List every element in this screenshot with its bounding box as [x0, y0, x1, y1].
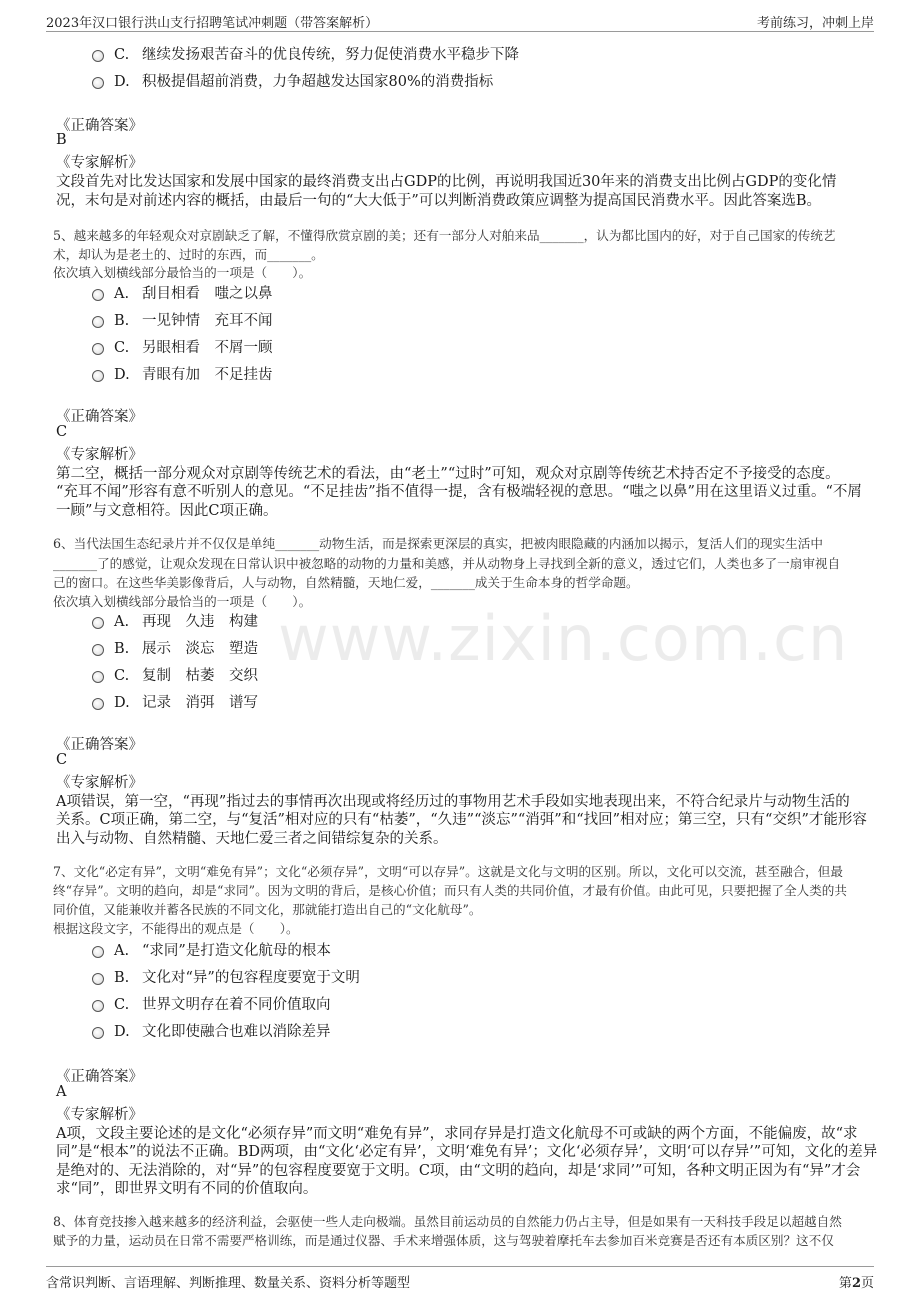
analysis-label: 《专家解析》	[56, 447, 143, 463]
option-letter: A.	[114, 943, 130, 959]
analysis-line: 出入与动物、自然精髓、天地仁爱三者之间错综复杂的关系。	[56, 831, 448, 847]
option-letter: B.	[114, 313, 130, 329]
question-stem-line: 7、文化“必定有异”，文明“难免有异”；文化“必须存异”，文明“可以存异”。这就是文化与文明的区别。所以，文化可以交流，甚至融合，但最	[53, 864, 843, 879]
analysis-line: 文段首先对比发达国家和发展中国家的最终消费支出占GDP的比例，再说明我国近30年来的消费支出比例占GDP的变化情	[56, 174, 837, 190]
option-text: 文化即使融合也难以消除差异	[142, 1024, 331, 1040]
option-letter: C.	[114, 997, 130, 1013]
question-stem-line: 术，却认为是老土的、过时的东西，而_______。	[53, 247, 324, 262]
option-text: 再现 久违 构建	[142, 614, 258, 630]
option-letter: D.	[114, 695, 130, 711]
option-letter: C.	[114, 668, 130, 684]
radio-icon[interactable]	[92, 1000, 104, 1012]
question-stem-line: 己的窗口。在这些华美影像背后，人与动物，自然精髓，天地仁爱，_______成关于生命本身的哲学命题。	[53, 575, 639, 590]
answer-value: C	[56, 424, 68, 440]
page-footer	[46, 1266, 874, 1292]
question-stem-line: 5、越来越多的年轻观众对京剧缺乏了解，不懂得欣赏京剧的美；还有一部分人对舶来品_______，认为都比国内的好，对于自己国家的传统艺	[53, 228, 836, 243]
question-stem-line: 终“存异”。文明的趋向，却是“求同”。因为文明的背后，是核心价值；而只有人类的共同价值，才最有价值。由此可见，只要把握了全人类的共	[53, 883, 847, 898]
question-stem-line: 8、体育竞技掺入越来越多的经济利益，会驱使一些人走向极端。虽然目前运动员的自然能力仍占主导，但是如果有一天科技手段足以超越自然	[53, 1214, 842, 1229]
radio-icon[interactable]	[92, 1027, 104, 1039]
radio-icon[interactable]	[92, 644, 104, 656]
analysis-label: 《专家解析》	[56, 1107, 143, 1123]
radio-icon[interactable]	[92, 698, 104, 710]
option-letter: B.	[114, 970, 130, 986]
option-text: 刮目相看 嗤之以鼻	[142, 286, 273, 302]
answer-value: A	[56, 1084, 67, 1100]
answer-label: 《正确答案》	[56, 118, 143, 134]
option-letter: A.	[114, 286, 130, 302]
analysis-line: 关系。C项正确，第二空，与“复活”相对应的只有“枯萎”，“久违”“淡忘”“消弭”和“找回”相对应；第三空，只有“交织”才能形容	[56, 812, 867, 828]
analysis-line: A项，文段主要论述的是文化“必须存异”而文明“难免有异”，求同存异是打造文化航母不可或缺的两个方面，不能偏废，故“求	[56, 1126, 858, 1142]
option-text: 一见钟情 充耳不闻	[142, 313, 273, 329]
option-letter: D.	[114, 1024, 130, 1040]
page-header	[46, 10, 874, 32]
answer-label: 《正确答案》	[56, 737, 143, 753]
option-letter: D.	[114, 74, 130, 90]
option-letter: D.	[114, 367, 130, 383]
analysis-label: 《专家解析》	[56, 775, 143, 791]
page-prefix: 第	[838, 1276, 852, 1291]
radio-icon[interactable]	[92, 370, 104, 382]
answer-label: 《正确答案》	[56, 1069, 143, 1085]
radio-icon[interactable]	[92, 973, 104, 985]
header-tagline: 考前练习，冲刺上岸	[756, 16, 874, 31]
option-letter: B.	[114, 641, 130, 657]
page-number-value: 2	[851, 1276, 861, 1291]
option-text: 复制 枯萎 交织	[142, 668, 258, 684]
radio-icon[interactable]	[92, 77, 104, 89]
analysis-line: 同”是“根本”的说法不正确。BD两项，由“文化‘必定有异’，文明‘难免有异’；文化‘必须存异’，文明‘可以存异’”可知，文化的差异	[56, 1144, 878, 1160]
option-letter: C.	[114, 47, 130, 63]
question-stem-line: 6、当代法国生态纪录片并不仅仅是单纯_______动物生活，而是探索更深层的真实，把被肉眼隐藏的内涵加以揭示，复活人们的现实生活中	[53, 536, 823, 551]
radio-icon[interactable]	[92, 50, 104, 62]
analysis-line: 是绝对的、无法消除的，对“异”的包容程度要宽于文明。C项，由“文明的趋向，却是‘求同’”可知，各种文明正因为有“异”才会	[56, 1163, 861, 1179]
answer-label: 《正确答案》	[56, 409, 143, 425]
analysis-line: “充耳不闻”形容有意不听别人的意见。“不足挂齿”指不值得一提，含有极端轻视的意思。“嗤之以鼻”用在这里语义过重。“不屑	[56, 484, 862, 500]
radio-icon[interactable]	[92, 946, 104, 958]
option-text: 积极提倡超前消费，力争超越发达国家80%的消费指标	[142, 74, 494, 90]
document-title: 2023年汉口银行洪山支行招聘笔试冲刺题（带答案解析）	[46, 16, 379, 31]
analysis-line: 第二空，概括一部分观众对京剧等传统艺术的看法，由“老土”“过时”可知，观众对京剧等传统艺术持否定不予接受的态度。	[56, 466, 840, 482]
question-prompt: 根据这段文字，不能得出的观点是（ ）。	[53, 921, 299, 936]
option-text: 记录 消弭 谱写	[142, 695, 258, 711]
answer-value: C	[56, 752, 68, 768]
analysis-line: A项错误，第一空，“再现”指过去的事情再次出现或将经历过的事物用艺术手段如实地表现出来，不符合纪录片与动物生活的	[56, 794, 850, 810]
option-text: 另眼相看 不屑一顾	[142, 340, 273, 356]
option-text: 文化对“异”的包容程度要宽于文明	[142, 970, 360, 986]
answer-value: B	[56, 132, 67, 148]
option-letter: A.	[114, 614, 130, 630]
radio-icon[interactable]	[92, 343, 104, 355]
question-prompt: 依次填入划横线部分最恰当的一项是（ ）。	[53, 265, 312, 280]
question-stem-line: _______了的感觉，让观众发现在日常认识中被忽略的动物的力量和美感，并从动物身上寻找到全新的意义，透过它们，人类也多了一扇审视自	[53, 556, 841, 571]
option-text: 青眼有加 不足挂齿	[142, 367, 273, 383]
option-text: “求同”是打造文化航母的根本	[142, 943, 331, 959]
option-text: 展示 淡忘 塑造	[142, 641, 258, 657]
radio-icon[interactable]	[92, 617, 104, 629]
question-stem-line: 赋予的力量，运动员在日常不需要严格训练，而是通过仪器、手术来增强体质，这与驾驶着摩托车去参加百米竞赛是否还有本质区别？这不仅	[53, 1233, 834, 1248]
question-stem-line: 同价值，又能兼收并蓄各民族的不同文化，那就能打造出自己的“文化航母”。	[53, 902, 482, 917]
option-text: 世界文明存在着不同价值取向	[142, 997, 331, 1013]
analysis-label: 《专家解析》	[56, 155, 143, 171]
footer-subjects: 含常识判断、言语理解、判断推理、数量关系、资料分析等题型	[46, 1276, 411, 1291]
page-number	[839, 1272, 874, 1291]
watermark: www.zixin.com.cn	[278, 602, 849, 675]
radio-icon[interactable]	[92, 289, 104, 301]
question-prompt: 依次填入划横线部分最恰当的一项是（ ）。	[53, 594, 312, 609]
radio-icon[interactable]	[92, 316, 104, 328]
page-suffix: 页	[860, 1276, 874, 1291]
analysis-line: 一顾”与文意相符。因此C项正确。	[56, 503, 278, 519]
analysis-line: 求“同”，即世界文明有不同的价值取向。	[56, 1181, 318, 1197]
option-text: 继续发扬艰苦奋斗的优良传统，努力促使消费水平稳步下降	[142, 47, 519, 63]
radio-icon[interactable]	[92, 671, 104, 683]
analysis-line: 况，末句是对前述内容的概括，由最后一句的“大大低于”可以判断消费政策应调整为提高国民消费水平。因此答案选B。	[56, 193, 821, 209]
option-letter: C.	[114, 340, 130, 356]
